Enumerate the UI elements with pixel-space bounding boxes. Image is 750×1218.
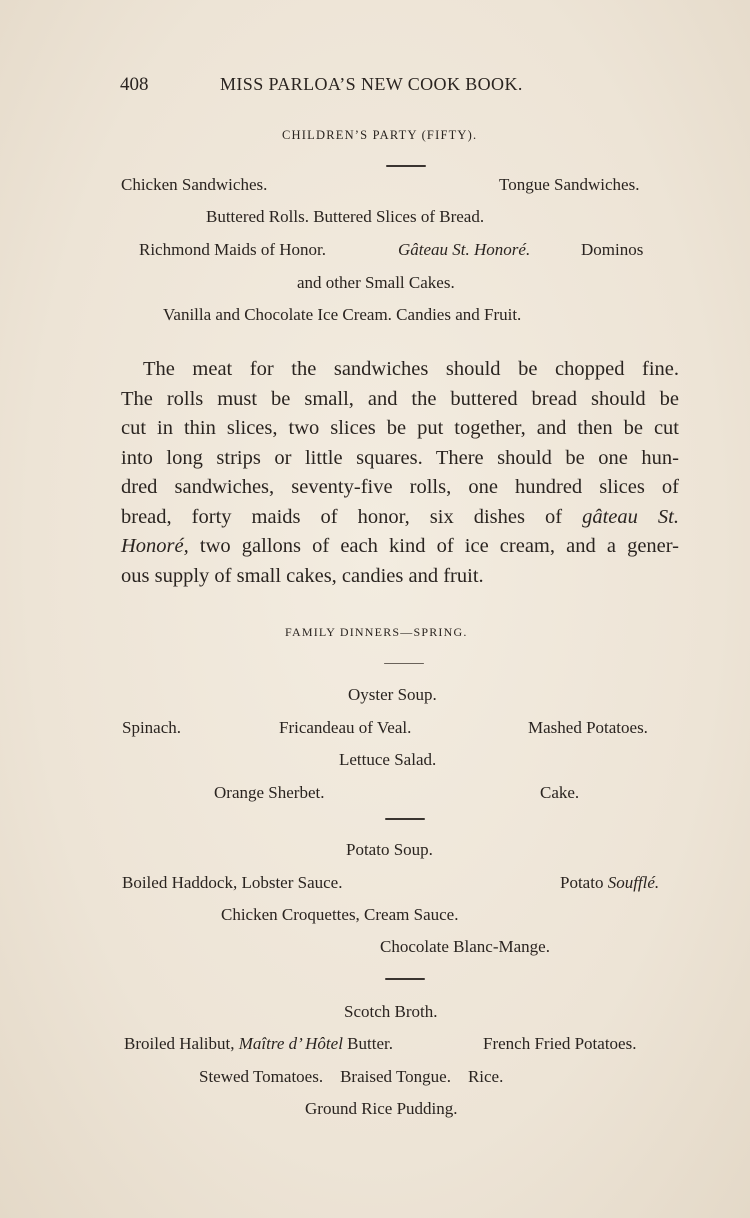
section-title-childrens-party: CHILDREN’S PARTY (FIFTY). bbox=[282, 128, 478, 142]
paragraph-text: bread, forty maids of honor, six dishes of bbox=[121, 505, 563, 528]
paragraph-line: into long strips or little squares. There should be one hun- bbox=[121, 446, 679, 469]
body-paragraph bbox=[121, 355, 679, 591]
paragraph-italic: Honoré, bbox=[121, 535, 189, 557]
dinner3-rice-pudding: Ground Rice Pudding. bbox=[305, 1099, 458, 1118]
menu-item-tongue-sandwiches: Tongue Sandwiches. bbox=[499, 175, 640, 194]
dinner2-croquettes: Chicken Croquettes, Cream Sauce. bbox=[221, 905, 459, 924]
dinner3-line-tomatoes-tongue-rice: Stewed Tomatoes. Braised Tongue. Rice. bbox=[199, 1067, 504, 1086]
menu-text: Potato bbox=[560, 873, 604, 892]
menu-line-ice-cream-candies: Vanilla and Chocolate Ice Cream. Candies and Fruit. bbox=[163, 305, 522, 324]
menu-line-rolls-bread: Buttered Rolls. Buttered Slices of Bread. bbox=[206, 207, 485, 226]
dinner1-spinach: Spinach. bbox=[122, 718, 182, 737]
menu-item-gateau: Gâteau St. Honoré. bbox=[398, 240, 531, 259]
paragraph-line: dred sandwiches, seventy-five rolls, one hundred slices of bbox=[121, 476, 679, 498]
dinner3-french-fried-potatoes: French Fried Potatoes. bbox=[483, 1034, 637, 1053]
menu-item-maids-of-honor: Richmond Maids of Honor. bbox=[139, 240, 326, 259]
dinner2-potato-souffle bbox=[560, 873, 659, 893]
menu-text: Butter. bbox=[347, 1034, 393, 1053]
paragraph-line: ous supply of small cakes, candies and fruit. bbox=[121, 564, 484, 587]
dinner1-fricandeau: Fricandeau of Veal. bbox=[279, 718, 412, 737]
menu-divider bbox=[385, 978, 425, 980]
paragraph-line: The rolls must be small, and the buttered bread should be bbox=[121, 387, 679, 410]
menu-line-small-cakes: and other Small Cakes. bbox=[297, 273, 455, 292]
dinner1-cake: Cake. bbox=[540, 783, 580, 802]
paragraph-line: The meat for the sandwiches should be chopped fine. bbox=[143, 358, 679, 380]
dinner1-soup: Oyster Soup. bbox=[348, 685, 437, 704]
paragraph-italic: gâteau St. bbox=[582, 505, 679, 528]
paragraph-line bbox=[121, 503, 679, 533]
section-title-family-dinners: FAMILY DINNERS—SPRING. bbox=[285, 625, 468, 639]
section-rule bbox=[384, 663, 424, 664]
paragraph-line bbox=[121, 532, 679, 562]
dinner3-halibut bbox=[124, 1034, 393, 1054]
menu-item-dominos: Dominos bbox=[581, 240, 644, 259]
page-number: 408 bbox=[120, 74, 149, 95]
paragraph-text: two gallons of each kind of ice cream, and a gener- bbox=[199, 535, 680, 557]
dinner2-soup: Potato Soup. bbox=[346, 840, 433, 859]
dinner1-orange-sherbet: Orange Sherbet. bbox=[214, 783, 325, 802]
dinner3-soup: Scotch Broth. bbox=[344, 1002, 438, 1021]
section-rule bbox=[386, 165, 426, 167]
menu-italic: Soufflé. bbox=[607, 873, 660, 892]
menu-italic: Maître d’ Hôtel bbox=[238, 1034, 343, 1053]
dinner2-blanc-mange: Chocolate Blanc-Mange. bbox=[380, 937, 550, 956]
menu-item-chicken-sandwiches: Chicken Sandwiches. bbox=[121, 175, 268, 194]
running-title: MISS PARLOA’S NEW COOK BOOK. bbox=[220, 74, 523, 94]
dinner2-haddock: Boiled Haddock, Lobster Sauce. bbox=[122, 873, 343, 892]
menu-divider bbox=[385, 818, 425, 820]
paragraph-line: cut in thin slices, two slices be put together, and then be cut bbox=[121, 417, 679, 439]
menu-text: Broiled Halibut, bbox=[124, 1034, 235, 1053]
dinner1-salad: Lettuce Salad. bbox=[339, 750, 437, 769]
dinner1-mashed-potatoes: Mashed Potatoes. bbox=[528, 718, 648, 737]
